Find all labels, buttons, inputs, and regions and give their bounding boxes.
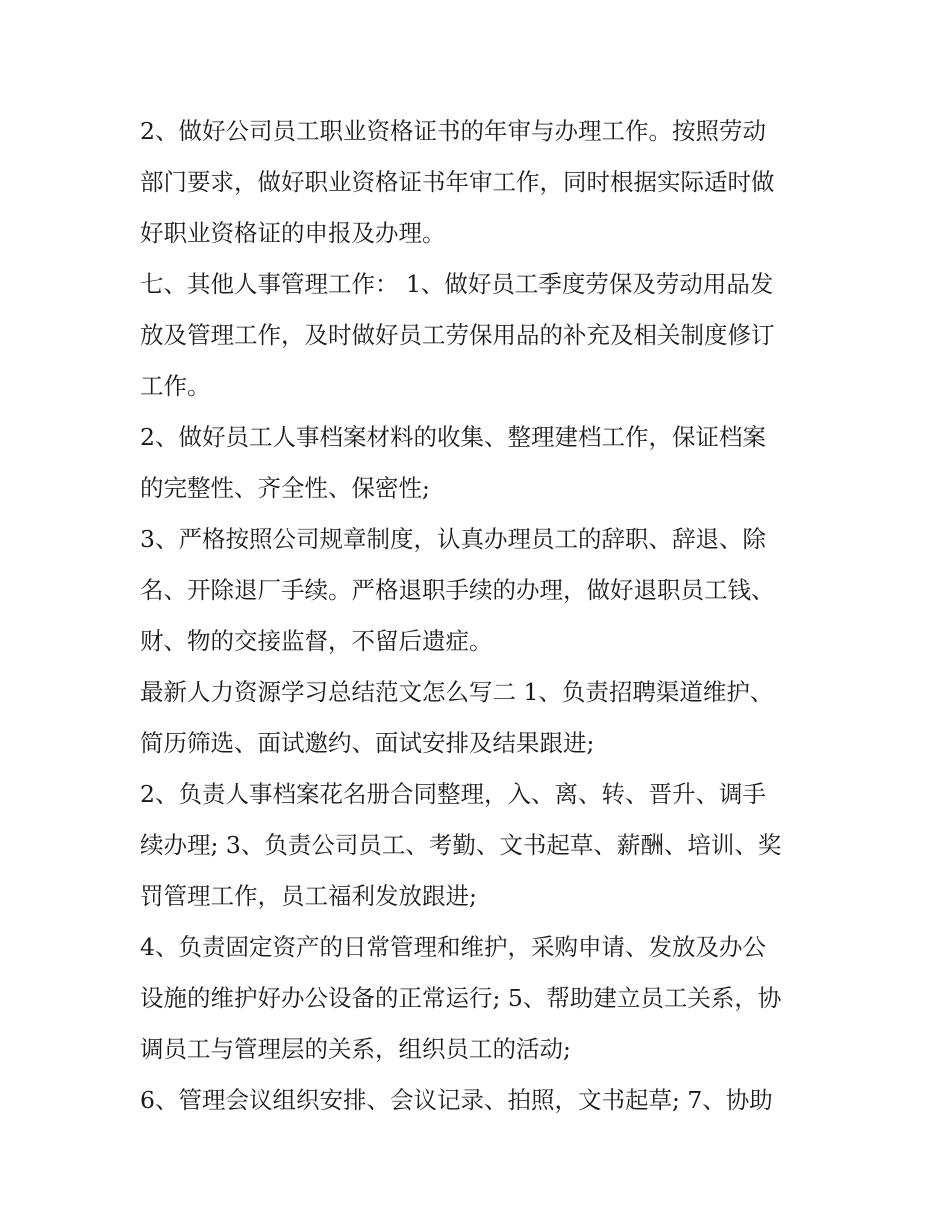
text-line: 简历筛选、面试邀约、面试安排及结果跟进; [140,729,595,757]
text-line: 续办理; 3、负责公司员工、考勤、文书起草、薪酬、培训、奖 [140,831,782,859]
text-line: 3、严格按照公司规章制度，认真办理员工的辞职、辞退、除 [140,525,766,553]
text-line: 最新人力资源学习总结范文怎么写二 1、负责招聘渠道维护、 [140,678,774,706]
text-line: 好职业资格证的申报及办理。 [140,219,446,247]
text-line: 工作。 [140,372,211,400]
text-line: 名、开除退厂手续。严格退职手续的办理，做好退职员工钱、 [140,576,775,604]
text-line: 2、做好公司员工职业资格证书的年审与办理工作。按照劳动 [140,117,766,145]
text-line: 罚管理工作，员工福利发放跟进; [140,882,477,910]
text-line: 七、其他人事管理工作： 1、做好员工季度劳保及劳动用品发 [140,270,774,298]
text-line: 2、做好员工人事档案材料的收集、整理建档工作，保证档案 [140,423,766,451]
text-line: 4、负责固定资产的日常管理和维护，采购申请、发放及办公 [140,933,766,961]
text-line: 设施的维护好办公设备的正常运行; 5、帮助建立员工关系，协 [140,984,782,1012]
text-line: 放及管理工作，及时做好员工劳保用品的补充及相关制度修订 [140,321,775,349]
text-line: 的完整性、齐全性、保密性; [140,474,430,502]
document-body [140,106,815,1126]
text-line: 部门要求，做好职业资格证书年审工作，同时根据实际适时做 [140,168,775,196]
text-line: 6、管理会议组织安排、会议记录、拍照，文书起草; 7、协助 [140,1086,773,1114]
text-line: 2、负责人事档案花名册合同整理，入、离、转、晋升、调手 [140,780,766,808]
text-line: 财、物的交接监督，不留后遗症。 [140,627,493,655]
text-line: 调员工与管理层的关系，组织员工的活动; [140,1035,571,1063]
